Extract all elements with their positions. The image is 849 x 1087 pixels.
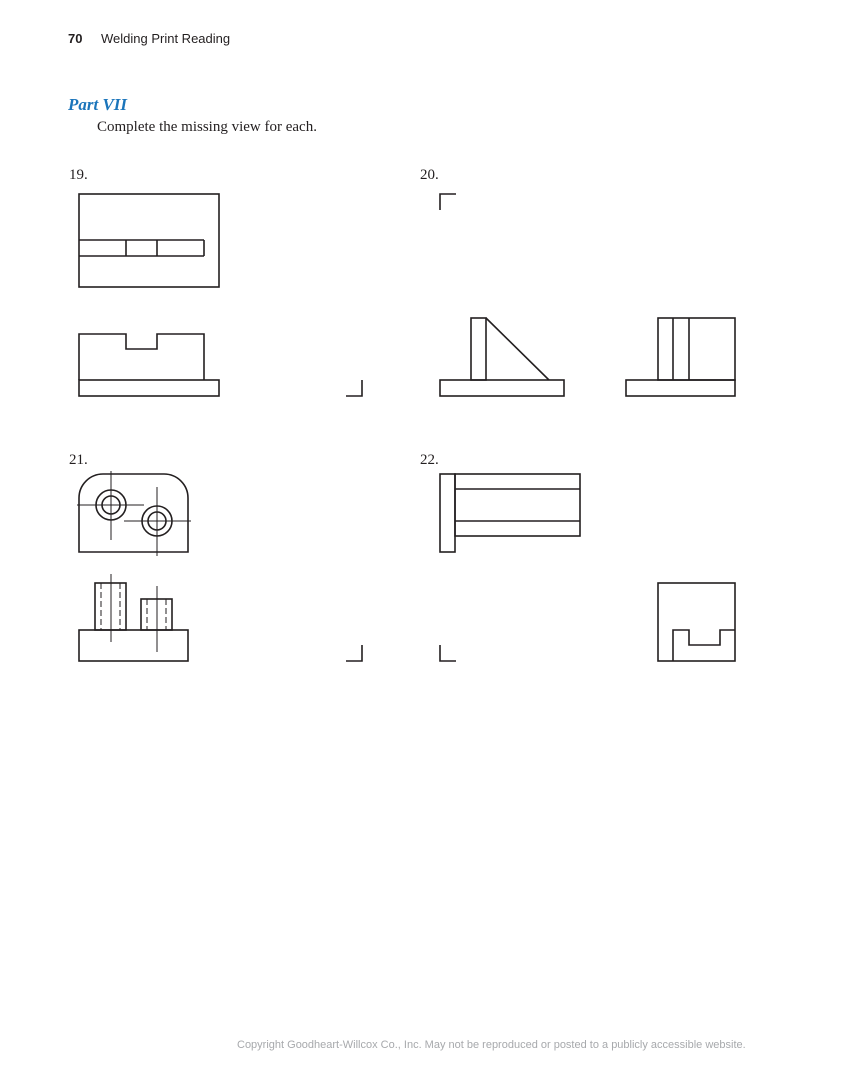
- problem-20-front-view: [440, 318, 564, 396]
- problem-19-top-view: [79, 194, 219, 287]
- section-instructions: Complete the missing view for each.: [97, 119, 317, 135]
- problem-number-19: 19.: [69, 167, 88, 183]
- problem-19-front-view: [79, 334, 219, 396]
- corner-mark-icon: [346, 645, 362, 661]
- problem-20-side-view: [626, 318, 735, 396]
- problem-number-20: 20.: [420, 167, 439, 183]
- problem-21-top-view: [77, 471, 191, 556]
- corner-mark-icon: [346, 380, 362, 396]
- problem-22-side-view: [658, 583, 735, 661]
- problem-number-22: 22.: [420, 452, 439, 468]
- section-title: Part VII: [68, 95, 128, 114]
- running-title: Welding Print Reading: [101, 31, 231, 46]
- page-number: 70: [68, 31, 83, 46]
- problem-21-front-view: [79, 574, 188, 661]
- corner-mark-icon: [440, 645, 456, 661]
- problem-number-21: 21.: [69, 452, 88, 468]
- problem-22-top-view: [440, 474, 580, 552]
- copyright-footer: Copyright Goodheart-Willcox Co., Inc. May not be reproduced or posted to a publicly accessible website.: [237, 1039, 746, 1051]
- corner-mark-icon: [440, 194, 456, 210]
